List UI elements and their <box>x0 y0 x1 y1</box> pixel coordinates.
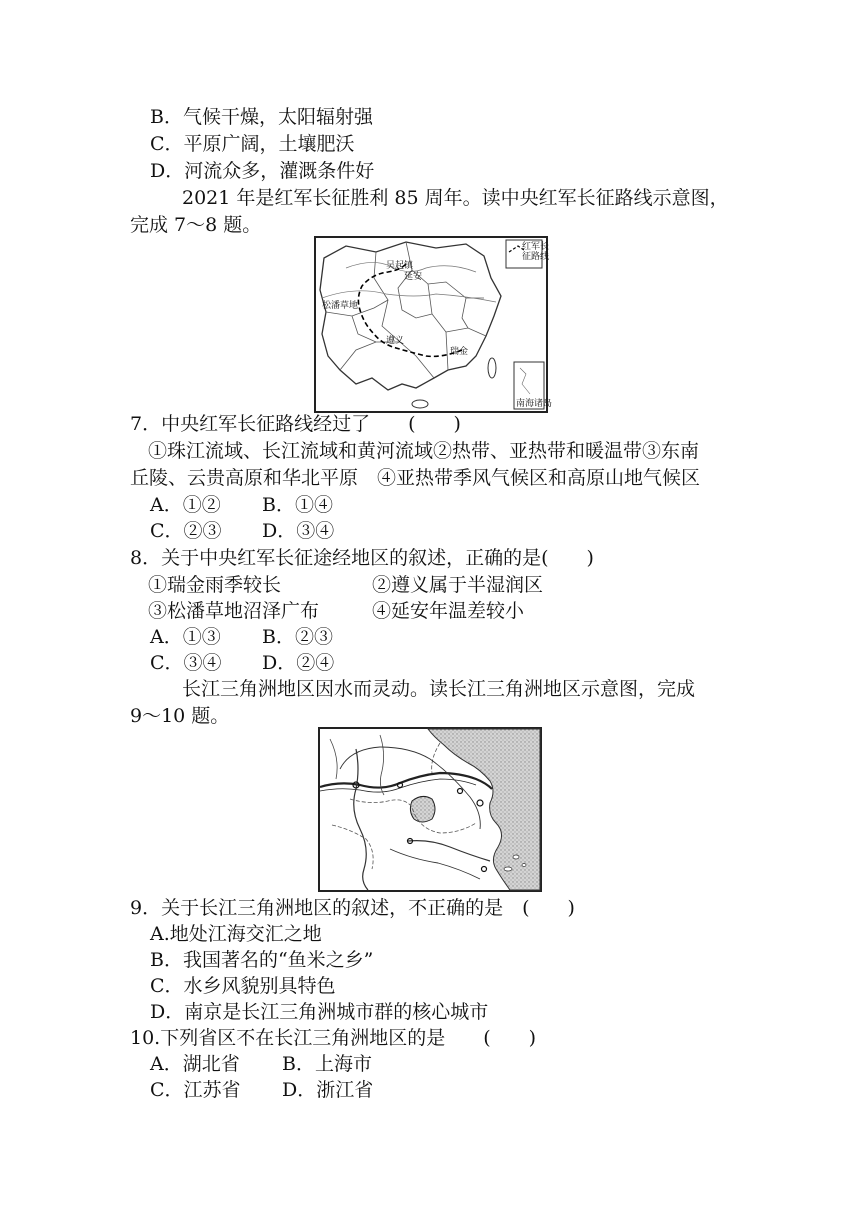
q8-statement-1: ①瑞金雨季较长 <box>148 574 282 596</box>
q7-stem: 7．中央红军长征路线经过了 ( ) <box>130 413 461 435</box>
q8-option-b: B．②③ <box>262 626 333 648</box>
q9-stem: 9．关于长江三角洲地区的叙述，不正确的是 ( ) <box>130 897 575 919</box>
option-d: D．河流众多，灌溉条件好 <box>150 160 375 182</box>
q8-statement-2: ②遵义属于半湿润区 <box>372 574 544 596</box>
q7-option-b: B．①④ <box>262 494 333 516</box>
q9-option-b: B．我国著名的“鱼米之乡” <box>150 949 374 971</box>
intro-yangtze-line2: 9～10 题。 <box>130 705 230 727</box>
q10-option-c: C．江苏省 <box>150 1079 241 1101</box>
intro-yangtze-line1: 长江三角洲地区因水而灵动。读长江三角洲地区示意图，完成 <box>182 678 696 700</box>
q8-option-d: D．②④ <box>262 652 335 674</box>
q9-option-c: C．水乡风貌别具特色 <box>150 975 336 997</box>
place-zunyi: 遵义 <box>386 336 405 346</box>
legend-line1: 红军长 <box>522 242 550 252</box>
q10-option-b: B．上海市 <box>282 1053 372 1075</box>
q8-option-a: A．①③ <box>150 626 221 648</box>
place-wuqi: 吴起镇 <box>386 261 414 271</box>
intro-long-march-line2: 完成 7～8 题。 <box>130 214 262 236</box>
inset-label: 南海诸岛 <box>516 399 553 409</box>
long-march-route-map <box>314 236 553 413</box>
place-songpan: 松潘草地 <box>322 301 359 311</box>
intro-long-march-line1: 2021 年是红军长征胜利 85 周年。读中央红军长征路线示意图， <box>182 187 729 209</box>
q7-statements-line1: ①珠江流域、长江流域和黄河流域②热带、亚热带和暖温带③东南 <box>148 440 700 462</box>
option-b: B．气候干燥，太阳辐射强 <box>150 106 373 128</box>
q8-statement-4: ④延安年温差较小 <box>372 600 525 622</box>
q8-stem: 8．关于中央红军长征途经地区的叙述，正确的是( ) <box>130 547 594 569</box>
q9-option-a: A.地处江海交汇之地 <box>150 923 322 945</box>
q7-option-c: C．②③ <box>150 520 222 542</box>
place-ruijin: 瑞金 <box>450 347 469 357</box>
q10-option-a: A．湖北省 <box>150 1053 240 1075</box>
q7-option-d: D．③④ <box>262 520 335 542</box>
q7-statements-line2: 丘陵、云贵高原和华北平原 ④亚热带季风气候区和高原山地气候区 <box>130 467 701 489</box>
place-yanan: 延安 <box>404 272 423 282</box>
q9-option-d: D．南京是长江三角洲城市群的核心城市 <box>150 1001 489 1023</box>
yangtze-delta-map <box>318 727 542 892</box>
option-c: C．平原广阔，土壤肥沃 <box>150 133 355 155</box>
q8-option-c: C．③④ <box>150 652 222 674</box>
q10-stem: 10.下列省区不在长江三角洲地区的是 ( ) <box>130 1027 537 1049</box>
legend-line2: 征路线 <box>522 252 550 262</box>
q8-statement-3: ③松潘草地沼泽广布 <box>148 600 320 622</box>
q7-option-a: A．①② <box>150 494 221 516</box>
q10-option-d: D．浙江省 <box>282 1079 374 1101</box>
